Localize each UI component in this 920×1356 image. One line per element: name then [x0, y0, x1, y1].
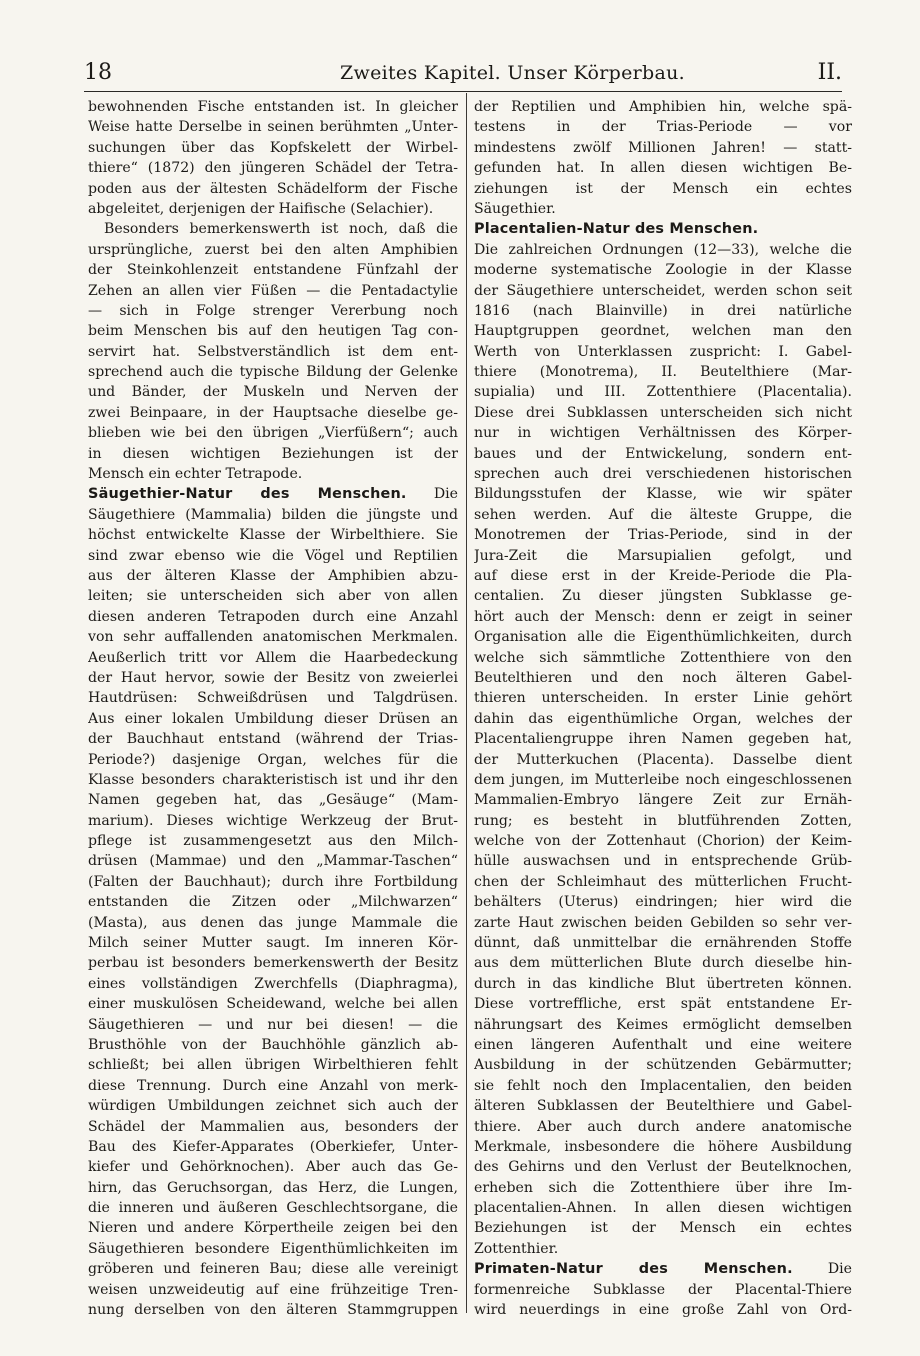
text-line: leiten; sie unterscheiden sich aber von allen [88, 588, 458, 605]
text-line: formenreiche Subklasse der Placental-Thiere [474, 1281, 852, 1298]
text-line: von sehr auffallenden anatomischen Merkmalen. [88, 629, 458, 646]
right-text-column [474, 97, 852, 1320]
running-header [84, 58, 842, 88]
text-line: suchungen über das Kopfskelett der Wirbel- [88, 139, 458, 156]
text-line: (Masta), aus denen das junge Mammale die [88, 914, 458, 931]
text-line: bewohnenden Fische entstanden ist. In gleicher [88, 99, 458, 115]
text-line: Bau des Kiefer-Apparates (Oberkiefer, Unter- [88, 1138, 458, 1155]
text-line: rung; es besteht in blutführenden Zotten, [474, 812, 852, 829]
text-line: Klasse besonders charakteristisch ist und ihr den [88, 771, 458, 788]
text-line: Merkmale, insbesondere die höhere Ausbildung [474, 1138, 852, 1155]
text-line: poden aus der ältesten Schädelform der Fische [88, 180, 458, 197]
text-line: aus der älteren Klasse der Amphibien abzu- [88, 567, 458, 584]
text-line: — sich in Folge strenger Vererbung noch [88, 302, 458, 319]
text-line: beim Menschen bis auf den heutigen Tag con- [88, 323, 458, 340]
text-line: der Reptilien und Amphibien hin, welche spä- [474, 99, 852, 115]
text-line: Schädel der Mammalien aus, besonders der [88, 1118, 458, 1135]
text-line: Monotremen der Trias-Periode, sind in der [474, 527, 852, 544]
text-line: Weise hatte Derselbe in seinen berühmten „Unter- [88, 119, 458, 136]
text-line: Jura-Zeit die Marsupialien gefolgt, und [474, 547, 852, 564]
text-line: sehen werden. Auf die älteste Gruppe, die [474, 506, 852, 523]
text-line: Beutelthieren und den noch älteren Gabel- [474, 669, 852, 686]
text-line: thieren unterscheiden. In erster Linie gehört [474, 690, 852, 707]
text-line: Säugethier. [474, 200, 556, 217]
text-line: supialia) und III. Zottenthiere (Placentalia). [474, 384, 852, 401]
text-line: gröberen und feineren Bau; diese alle vereinigt [88, 1261, 458, 1278]
left-text-column [88, 97, 458, 1320]
text-line: Organisation alle die Eigenthümlichkeiten, durch [474, 629, 852, 646]
section-heading: Primaten-Natur des Menschen. [474, 1261, 793, 1278]
text-line: Zottenthier. [474, 1240, 559, 1257]
text-line [474, 219, 852, 239]
text-line: Diese vortreffliche, erst spät entstandene Er- [474, 996, 852, 1013]
text-line: kiefer und Gehörknochen). Aber auch das Ge- [88, 1159, 458, 1176]
text-line: Placentaliengruppe ihren Namen gegeben hat, [474, 731, 852, 748]
text-line: sprechend auch die typische Bildung der Gelenke [88, 364, 458, 381]
text-line: Diese drei Subklassen unterscheiden sich nicht [474, 404, 852, 421]
text-line: pflege ist zusammengesetzt aus den Milch- [88, 833, 458, 850]
text-line: hört auch der Mensch: denn er zeigt in seiner [474, 608, 852, 625]
text-line: älteren Subklassen der Beutelthiere und Gabel- [474, 1098, 852, 1115]
text-line: der Haut hervor, sowie der Besitz von zweierlei [88, 669, 458, 686]
text-line: blieben wie bei den übrigen „Vierfüßern“; auch [88, 425, 458, 442]
text-line: der Bauchhaut entstand (während der Trias- [88, 731, 458, 748]
text-line: servirt hat. Selbstverständlich ist dem ent- [88, 343, 458, 360]
text-line: hülle auswachsen und in entsprechende Grüb- [474, 853, 852, 870]
text-line: wird neuerdings in eine große Zahl von Ord- [474, 1302, 852, 1319]
column-divider [466, 93, 467, 1313]
text-line: marium). Dieses wichtige Werkzeug der Brut- [88, 812, 458, 829]
text-line: nur in wichtigen Verhältnissen des Körper- [474, 425, 852, 442]
text-line: eines vollständigen Zwerchfells (Diaphragma), [88, 975, 458, 992]
text-line: Säugethier-Natur des Menschen. Die [88, 486, 458, 503]
text-line: durch in das kindliche Blut übertreten können. [474, 975, 852, 992]
text-line: Besonders bemerkenswerth ist noch, daß die [104, 221, 458, 238]
text-line: entstanden die Zitzen oder „Milchwarzen“ [88, 894, 458, 911]
text-line: gefunden hat. In allen diesen wichtigen Be- [474, 160, 852, 177]
text-line: der Mutterkuchen (Placenta). Dasselbe dient [474, 751, 852, 768]
text-line: Säugethieren besondere Eigenthümlichkeiten im [88, 1240, 458, 1257]
text-line: auf diese erst in der Kreide-Periode die Pla- [474, 567, 852, 584]
text-line: ursprüngliche, zuerst bei den alten Amphibien [88, 241, 458, 258]
text-line: Hauptgruppen geordnet, welchen man den [474, 323, 852, 340]
text-line: zarte Haut zwischen beiden Gebilden so sehr ver- [474, 914, 852, 931]
text-line: der Säugethiere unterscheidet, werden schon seit [474, 282, 852, 299]
text-line: in diesen wichtigen Beziehungen ist der [88, 445, 458, 462]
page-number: 18 [84, 60, 112, 85]
text-line: abgeleitet, derjenigen der Haifische (Selachier). [88, 200, 434, 217]
text-line: Periode?) dasjenige Organ, welches für die [88, 751, 458, 768]
text-line: diesen anderen Tetrapoden durch eine Anzahl [88, 608, 458, 625]
running-title: Zweites Kapitel. Unser Körperbau. [340, 62, 685, 84]
text-line: sind zwar ebenso wie die Vögel und Reptilien [88, 547, 458, 564]
text-line: und Bänder, der Muskeln und Nerven der [88, 384, 458, 401]
text-line: nährungsart des Keimes ermöglicht demselben [474, 1016, 852, 1033]
text-line: einer muskulösen Scheidewand, welche bei allen [88, 996, 458, 1013]
section-heading: Säugethier-Natur des Menschen. [88, 486, 407, 503]
text-line: chen der Schleimhaut des mütterlichen Frucht- [474, 873, 852, 890]
text-line: Zehen an allen vier Füßen — die Pentadactylie [88, 282, 458, 299]
text-line: Säugethieren — und nur bei diesen! — die [88, 1016, 458, 1033]
text-line: dahin das eigenthümliche Organ, welches der [474, 710, 852, 727]
text-line: behälters (Uterus) eindringen; hier wird die [474, 894, 852, 911]
text-line: Mammalien-Embryo längere Zeit zur Ernäh- [474, 792, 852, 809]
text-line: Mensch ein echter Tetrapode. [88, 466, 303, 483]
text-line: erheben sich die Zottenthiere über ihre Im- [474, 1179, 852, 1196]
text-line: höchst entwickelte Klasse der Wirbelthiere. Sie [88, 527, 458, 544]
chapter-numeral: II. [817, 60, 842, 85]
text-line: 1816 (nach Blainville) in drei natürliche [474, 302, 852, 319]
text-line: thiere“ (1872) den jüngeren Schädel der Tetra- [88, 160, 458, 177]
header-rule [84, 91, 842, 92]
text-line: würdigen Umbildungen zeichnet sich auch der [88, 1098, 458, 1115]
text-line: moderne systematische Zoologie in der Klasse [474, 262, 852, 279]
text-line: thiere (Monotrema), II. Beutelthiere (Mar- [474, 364, 852, 381]
text-line: einen längeren Aufenthalt und eine weitere [474, 1036, 852, 1053]
text-line: zwei Beinpaare, in der Hauptsache dieselbe ge- [88, 404, 458, 421]
text-line: Aus einer lokalen Umbildung dieser Drüsen an [88, 710, 458, 727]
text-line: Aeußerlich tritt vor Allem die Haarbedeckung [88, 649, 458, 666]
text-line: der Steinkohlenzeit entstandene Fünfzahl der [88, 262, 458, 279]
text-line: Beziehungen ist der Mensch ein echtes [474, 1220, 852, 1237]
text-line: Namen gegeben hat, das „Gesäuge“ (Mam- [88, 792, 458, 809]
text-line: Säugethiere (Mammalia) bilden die jüngste und [88, 506, 458, 523]
text-line: Hautdrüsen: Schweißdrüsen und Talgdrüsen. [88, 690, 458, 707]
text-line: centalien. Zu dieser jüngsten Subklasse ge- [474, 588, 852, 605]
text-line: baues und der Entwickelung, sondern ent- [474, 445, 852, 462]
text-line: perbau ist besonders bemerkenswerth der Besitz [88, 955, 458, 972]
text-line: Bildungsstufen der Klasse, wie wir später [474, 486, 852, 503]
text-line: (Falten der Bauchhaut); durch ihre Fortbildung [88, 873, 458, 890]
text-line: hirn, das Geruchsorgan, das Herz, die Lungen, [88, 1179, 458, 1196]
text-line: ziehungen ist der Mensch ein echtes [474, 180, 852, 197]
section-heading: Placentalien-Natur des Menschen. [474, 221, 759, 238]
text-line: Nieren und andere Körpertheile zeigen bei den [88, 1220, 458, 1237]
text-line: nung derselben von den älteren Stammgruppen [88, 1302, 458, 1319]
text-line: Werth von Unterklassen zuspricht: I. Gabel- [474, 343, 852, 360]
text-line: Die zahlreichen Ordnungen (12—33), welche die [474, 241, 852, 258]
text-line: weisen unzweideutig auf eine frühzeitige Tren- [88, 1281, 458, 1298]
text-line: drüsen (Mammae) und den „Mammar-Taschen“ [88, 853, 458, 870]
text-line: thiere. Aber auch durch andere anatomische [474, 1118, 852, 1135]
text-line: mindestens zwölf Millionen Jahren! — statt- [474, 139, 852, 156]
text-line: Ausbildung in der schützenden Gebärmutter; [474, 1057, 852, 1074]
text-line: aus dem mütterlichen Blute durch dieselbe hin- [474, 955, 852, 972]
text-line: sie fehlt noch den Implacentalien, den beiden [474, 1077, 852, 1094]
text-line: die inneren und äußeren Geschlechtsorgane, die [88, 1200, 458, 1217]
text-line: sprechen auch drei verschiedenen historischen [474, 466, 852, 483]
text-line: schließt; bei allen übrigen Wirbelthieren fehlt [88, 1057, 458, 1074]
text-line: dünnt, daß unmittelbar die ernährenden Stoffe [474, 935, 852, 952]
text-line: testens in der Trias-Periode — vor [474, 119, 852, 136]
text-line: Primaten-Natur des Menschen. Die [474, 1261, 852, 1278]
text-line: welche sich sämmtliche Zottenthiere von den [474, 649, 852, 666]
text-line: Brusthöhle von der Bauchhöhle gänzlich ab- [88, 1036, 458, 1053]
text-line: des Gehirns und den Verlust der Beutelknochen, [474, 1159, 852, 1176]
text-line: diese Trennung. Durch eine Anzahl von merk- [88, 1077, 458, 1094]
text-line: welche von der Zottenhaut (Chorion) der Keim- [474, 833, 852, 850]
text-line: Milch seiner Mutter saugt. Im inneren Kör- [88, 935, 458, 952]
text-line: dem jungen, im Mutterleibe noch eingeschlossenen [474, 771, 852, 788]
text-line: placentalien-Ahnen. In allen diesen wichtigen [474, 1200, 852, 1217]
